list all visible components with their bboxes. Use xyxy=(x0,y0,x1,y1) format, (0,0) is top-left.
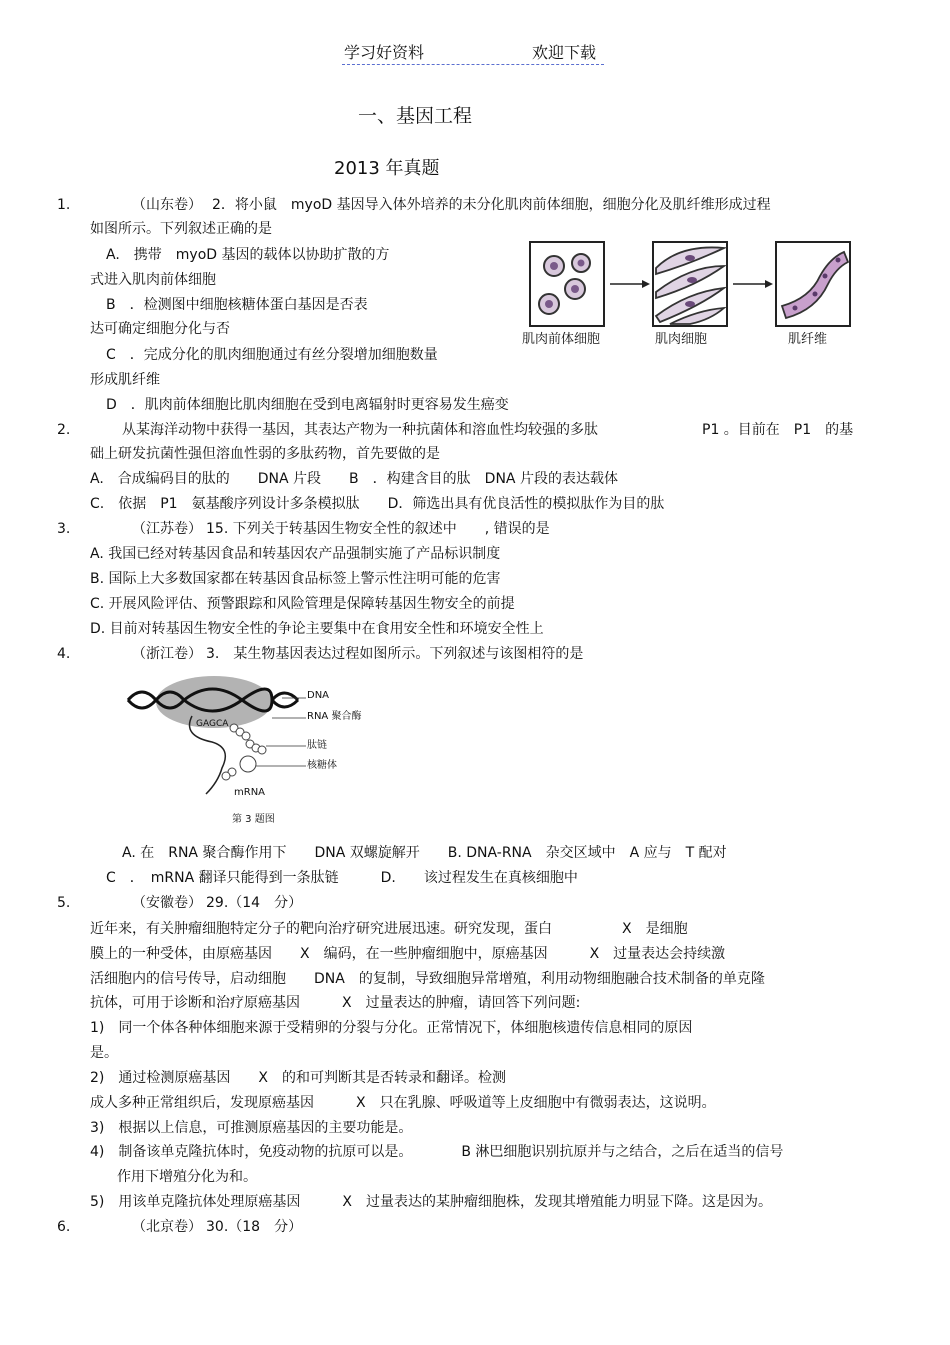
q3-number: 3. xyxy=(57,521,71,537)
q4-source: （浙江卷） xyxy=(132,646,202,662)
q1-option-c-line2: 形成肌纤维 xyxy=(90,372,160,388)
header-divider xyxy=(342,64,604,65)
q3-option-d: D. 目前对转基因生物安全性的争论主要集中在食用安全性和环境安全性上 xyxy=(90,621,544,637)
q5-para-line2: 膜上的一种受体，由原癌基因 X 编码，在一些肿瘤细胞中，原癌基因 X 过量表达会持续激 xyxy=(90,946,726,962)
fig4-label-ribosome: 核糖体 xyxy=(307,760,337,771)
q2-options-ab: A. 合成编码目的肽的 DNA 片段 B ．构建含目的肽 DNA 片段的表达载体 xyxy=(90,471,618,487)
q5-sub4-line2: 作用下增殖分化为和。 xyxy=(117,1169,257,1185)
q3-stem: 15. 下列关于转基因生物安全性的叙述中 , 错误的是 xyxy=(206,521,550,537)
q2-number: 2. xyxy=(57,422,71,438)
q5-sub2-line2: 成人多种正常组织后，发现原癌基因 X 只在乳腺、呼吸道等上皮细胞中有微弱表达，这说明。 xyxy=(90,1095,716,1111)
q5-para-line4: 抗体，可用于诊断和治疗原癌基因 X 过量表达的肿瘤，请回答下列问题: xyxy=(90,995,581,1011)
q5-sub1-line1: 1) 同一个体各种体细胞来源于受精卵的分裂与分化。正常情况下，体细胞核遗传信息相同的原因 xyxy=(90,1020,693,1036)
ribosome-beads xyxy=(222,724,266,780)
q3-option-b: B. 国际上大多数国家都在转基因食品标签上警示性注明可能的危害 xyxy=(90,571,501,587)
q4-options-cd: C ． mRNA 翻译只能得到一条肽链 D. 该过程发生在真核细胞中 xyxy=(106,870,578,886)
q1-option-b-line1: B ．检测图中细胞核糖体蛋白基因是否表 xyxy=(106,297,368,313)
q2-stem-line1: 从某海洋动物中获得一基因，其表达产物为一种抗菌体和溶血性均较强的多肽 xyxy=(122,422,598,438)
q1-stem-line1: 2．将小鼠 myoD 基因导入体外培养的未分化肌肉前体细胞，细胞分化及肌纤维形成过程 xyxy=(212,197,771,213)
q1-option-a-line2: 式进入肌肉前体细胞 xyxy=(90,272,216,288)
q5-sub2-line1: 2) 通过检测原癌基因 X 的和可判断其是否转录和翻译。检测 xyxy=(90,1070,506,1086)
q4-number: 4. xyxy=(57,646,71,662)
q3-option-c: C. 开展风险评估、预警跟踪和风险管理是保障转基因生物安全的前提 xyxy=(90,596,515,612)
fig1-label-myofiber: 肌纤维 xyxy=(788,332,828,347)
q3-option-a: A. 我国已经对转基因食品和转基因农产品强制实施了产品标识制度 xyxy=(90,546,501,562)
fig4-label-peptide: 肽链 xyxy=(307,740,327,751)
year-title: 2013 年真题 xyxy=(334,158,440,179)
q4-stem: 3. 某生物基因表达过程如图所示。下列叙述与该图相符的是 xyxy=(206,646,584,662)
q5-sub1-line2: 是。 xyxy=(90,1045,118,1061)
q2-stem-line1-end: P1 。目前在 P1 的基 xyxy=(702,422,854,438)
q4-options-ab: A. 在 RNA 聚合酶作用下 DNA 双螺旋解开 B. DNA-RNA 杂交区域中 A 应与 T 配对 xyxy=(122,845,727,861)
q5-sub3: 3) 根据以上信息，可推测原癌基因的主要功能是。 xyxy=(90,1120,413,1136)
q6-source: （北京卷） xyxy=(132,1219,202,1235)
header-right: 欢迎下载 xyxy=(532,43,597,62)
q5-para-line3: 活细胞内的信号传导，启动细胞 DNA 的复制，导致细胞异常增殖，利用动物细胞融合技术制备的单克隆 xyxy=(90,971,765,987)
q5-stem: 29.（14 分） xyxy=(206,895,303,911)
q1-number: 1. xyxy=(57,197,71,213)
q6-stem: 30.（18 分） xyxy=(206,1219,303,1235)
q1-option-d: D ．肌肉前体细胞比肌肉细胞在受到电离辐射时更容易发生癌变 xyxy=(106,397,509,413)
q1-option-b-line2: 达可确定细胞分化与否 xyxy=(90,321,230,337)
fig4-label-sequence: GAGCA xyxy=(196,719,229,729)
header-left: 学习好资料 xyxy=(344,43,425,62)
q3-source: （江苏卷） xyxy=(132,521,202,537)
q5-para-line1: 近年来，有关肿瘤细胞特定分子的靶向治疗研究进展迅速。研究发现，蛋白 X 是细胞 xyxy=(90,921,688,937)
fig4-label-mrna: mRNA xyxy=(234,787,266,798)
fig4-caption: 第 3 题图 xyxy=(232,814,275,825)
q1-source: （山东卷） xyxy=(132,197,202,213)
section-title: 一、基因工程 xyxy=(358,105,473,127)
q6-number: 6. xyxy=(57,1219,71,1235)
q2-stem-line2: 础上研发抗菌性强但溶血性弱的多肽药物，首先要做的是 xyxy=(90,446,440,462)
q5-source: （安徽卷） xyxy=(132,895,202,911)
fig4-label-dna: DNA xyxy=(307,690,330,701)
fig1-label-myocyte: 肌肉细胞 xyxy=(655,332,708,347)
q5-sub5: 5) 用该单克隆抗体处理原癌基因 X 过量表达的某肿瘤细胞株，发现其增殖能力明显下降。这是因为。 xyxy=(90,1194,772,1210)
q5-number: 5. xyxy=(57,895,71,911)
q2-options-cd: C. 依据 P1 氨基酸序列设计多条模拟肽 D．筛选出具有优良活性的模拟肽作为目的肽 xyxy=(90,496,665,512)
q1-option-c-line1: C ．完成分化的肌肉细胞通过有丝分裂增加细胞数量 xyxy=(106,347,438,363)
q5-sub4-line1: 4) 制备该单克隆抗体时，免疫动物的抗原可以是。 B 淋巴细胞识别抗原并与之结合，之后在适当的信号 xyxy=(90,1144,784,1160)
q1-option-a-line1: A. 携带 myoD 基因的载体以协助扩散的方 xyxy=(106,247,390,263)
fig4-label-rna-polymerase: RNA 聚合酶 xyxy=(307,711,362,722)
fig1-label-myoblast: 肌肉前体细胞 xyxy=(522,332,601,347)
q1-stem-line2: 如图所示。下列叙述正确的是 xyxy=(90,221,272,237)
